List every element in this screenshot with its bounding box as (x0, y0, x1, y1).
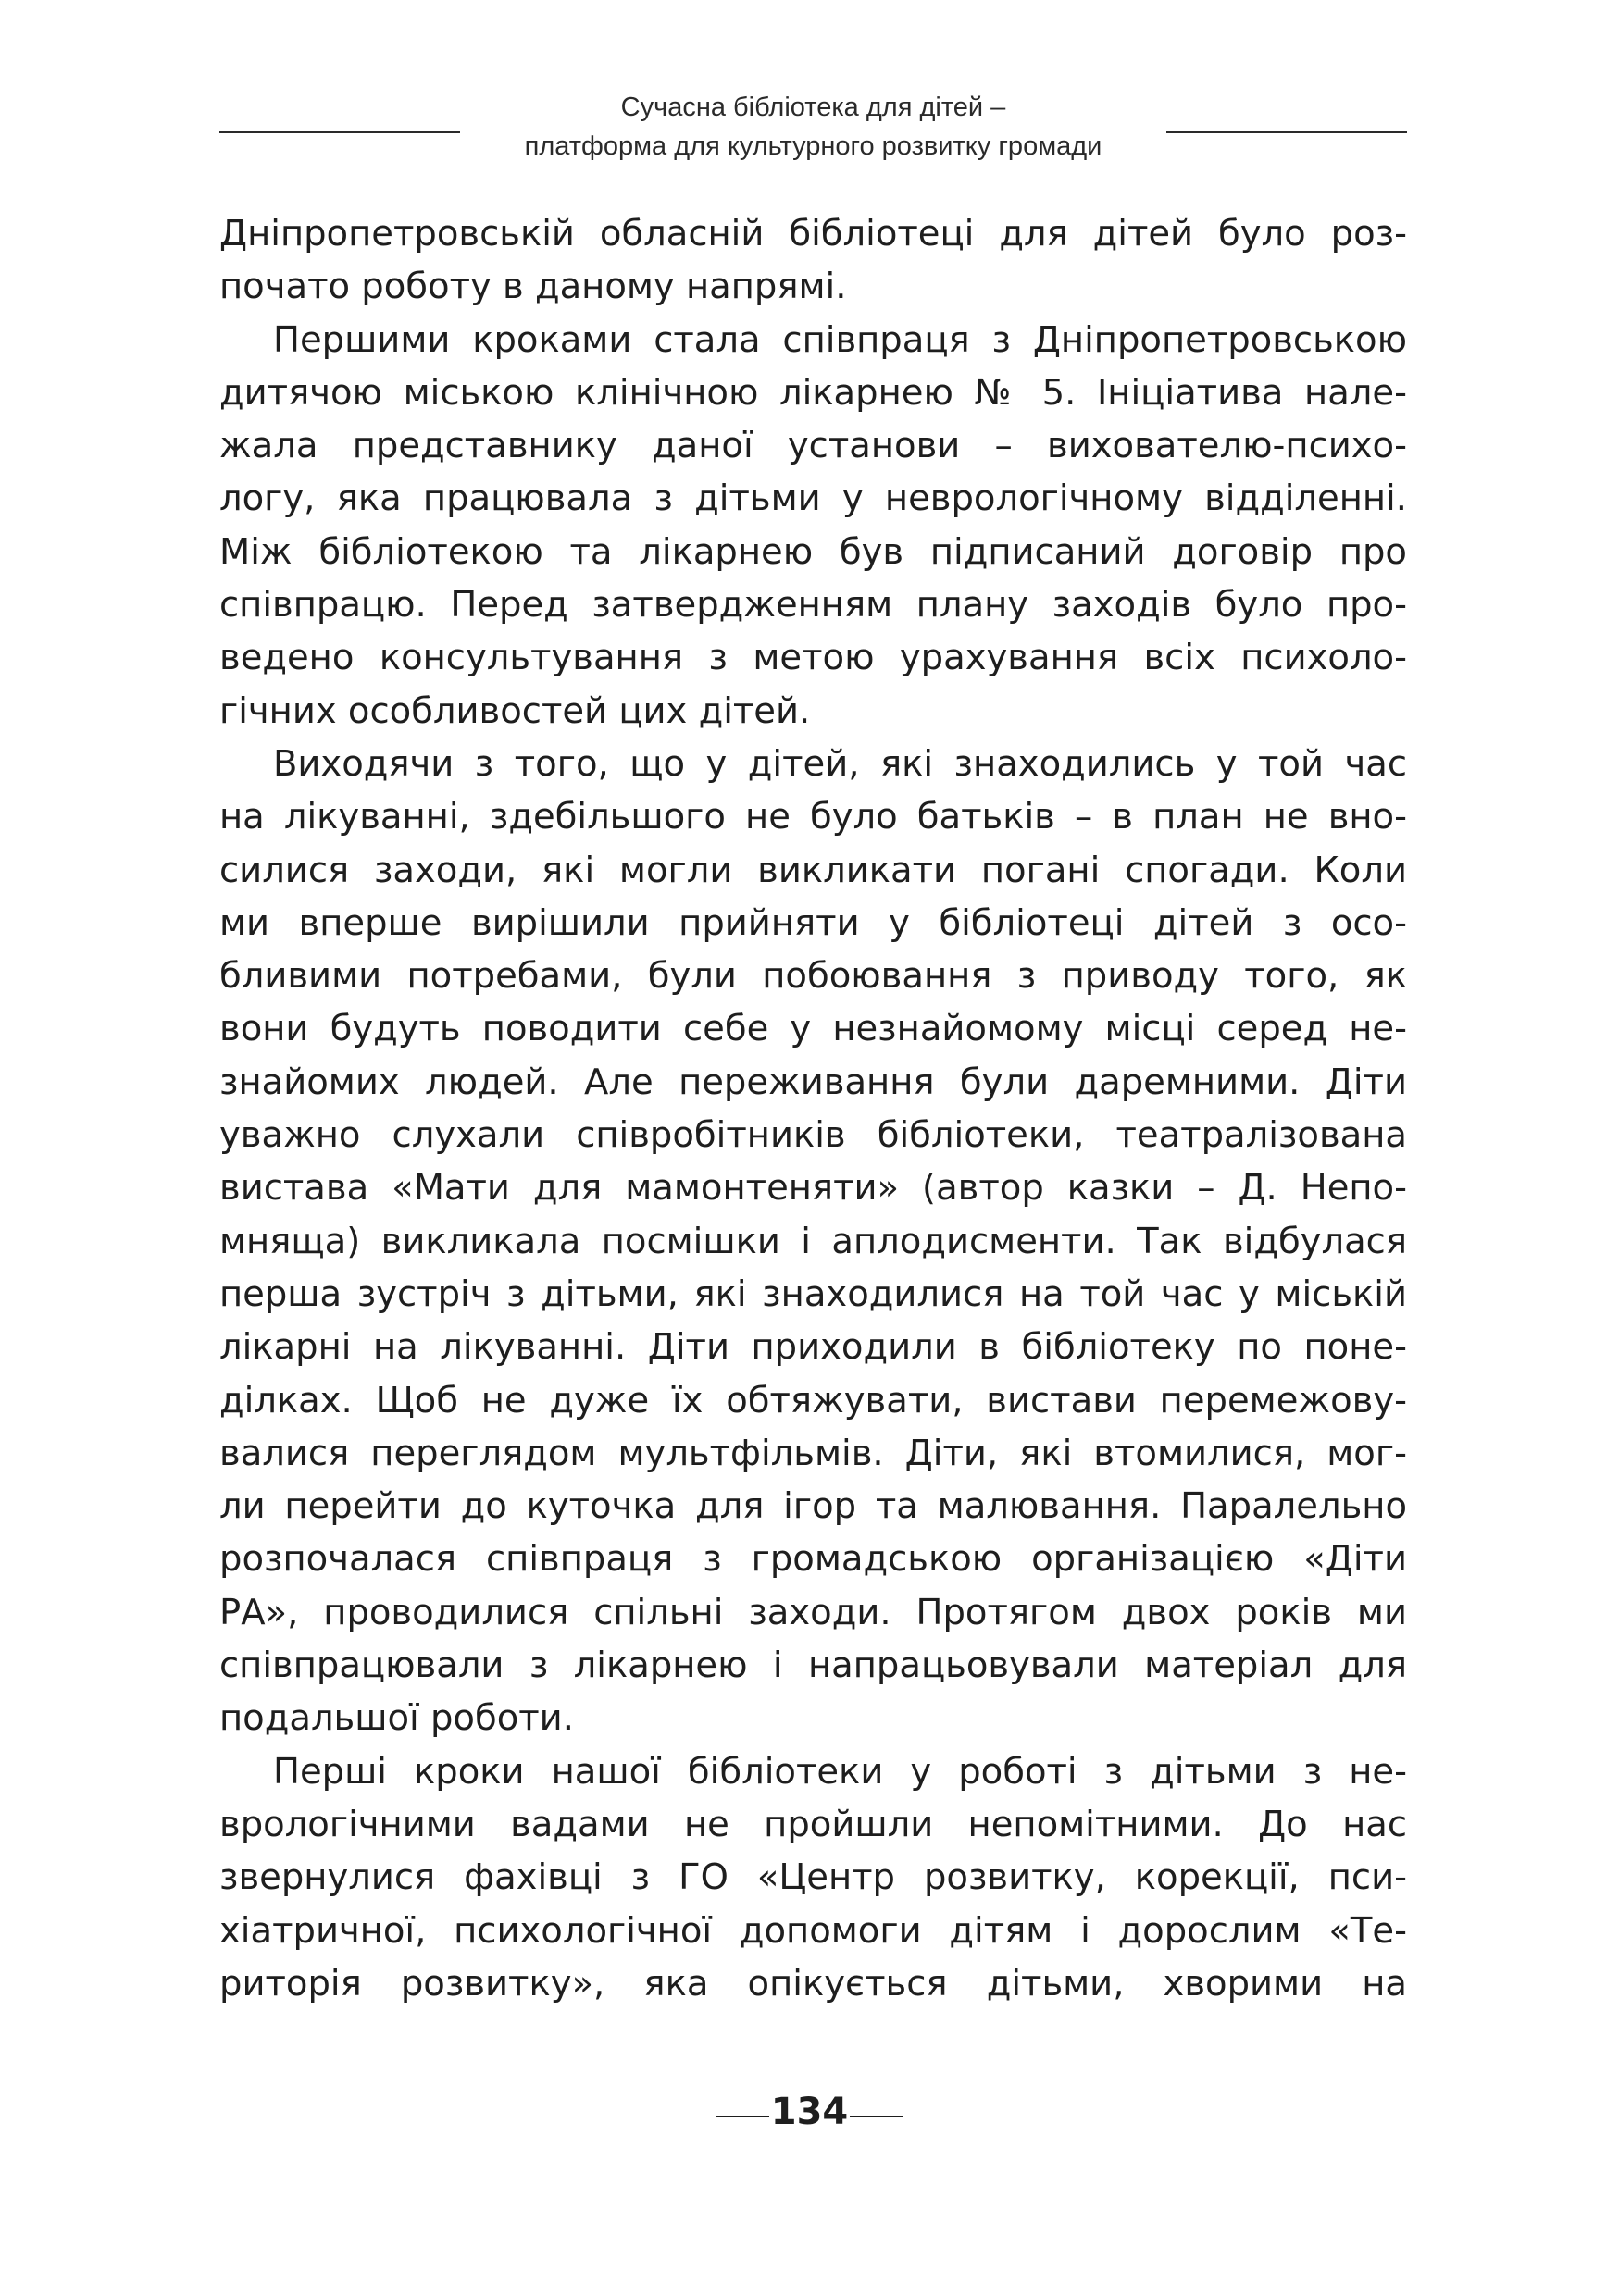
text-line: ведено консультування з метою урахування всіх психоло- (219, 637, 1407, 679)
text-line: Виходячи з того, що у дітей, які знаходились у той час (273, 742, 1407, 785)
header-rule-left (219, 131, 460, 133)
text-line: подальшої роботи. (219, 1697, 574, 1740)
text-line: розпочалася співпраця з громадською організацією «Діти (219, 1538, 1407, 1581)
footer-rule-right (850, 2116, 903, 2117)
text-line: звернулися фахівці з ГО «Центр розвитку, корекції, пси- (219, 1856, 1407, 1899)
text-line: Перші кроки нашої бібліотеки у роботі з дітьми з не- (273, 1750, 1407, 1793)
text-line: логу, яка працювала з дітьми у неврологічному відділенні. (219, 478, 1407, 520)
paragraph (219, 314, 1407, 738)
body-text (219, 207, 1407, 2010)
text-line: хіатричної, психологічної допомоги дітям і дорослим «Те- (219, 1909, 1407, 1952)
text-line: силися заходи, які могли викликати погані спогади. Коли (219, 849, 1407, 891)
text-line: дитячою міською клінічною лікарнею № 5. Ініціатива нале- (219, 371, 1407, 414)
header-rule-right (1166, 131, 1407, 133)
running-header (219, 88, 1407, 171)
page-footer (0, 2084, 1619, 2140)
text-line: ми вперше вирішили прийняти у бібліотеці дітей з осо- (219, 901, 1407, 944)
footer-rule-left (716, 2116, 769, 2117)
text-line: риторія розвитку», яка опікується дітьми, хворими на (219, 1962, 1407, 2004)
text-line: на лікуванні, здебільшого не було батьків – в план не вно- (219, 796, 1407, 838)
text-line: вистава «Мати для мамонтеняти» (автор казки – Д. Непо- (219, 1167, 1407, 1210)
text-line: валися переглядом мультфільмів. Діти, які втомилися, мог- (219, 1432, 1407, 1474)
text-line: Між бібліотекою та лікарнею був підписаний договір про (219, 530, 1407, 573)
page-number: 134 (770, 2091, 849, 2133)
header-title-line-2: платформа для культурного розвитку громади (524, 131, 1102, 161)
text-line: почато роботу в даному напрямі. (219, 266, 847, 308)
text-line: лікарні на лікуванні. Діти приходили в бібліотеку по поне- (219, 1326, 1407, 1369)
text-line: жала представнику даної установи – вихователю-психо- (219, 425, 1407, 467)
text-line: співпрацю. Перед затвердженням плану заходів було про- (219, 584, 1407, 627)
paragraph (219, 738, 1407, 1745)
header-title-line-1: Сучасна бібліотека для дітей – (620, 93, 1006, 122)
text-line: мняща) викликала посмішки і аплодисменти. Так відбулася (219, 1220, 1407, 1262)
paragraph (219, 1745, 1407, 2010)
running-header-title (469, 88, 1157, 166)
text-line: вони будуть поводити себе у незнайомому місці серед не- (219, 1008, 1407, 1050)
text-line: перша зустріч з дітьми, які знаходилися на той час у міській (219, 1272, 1407, 1315)
text-line: гічних особливостей цих дітей. (219, 689, 811, 732)
text-line: співпрацювали з лікарнею і напрацьовували матеріал для (219, 1644, 1407, 1687)
text-line: Першими кроками стала співпраця з Дніпропетровською (273, 318, 1407, 361)
text-line: ділках. Щоб не дуже їх обтяжувати, вистави перемежову- (219, 1379, 1407, 1421)
text-line: Дніпропетровській обласній бібліотеці для дітей було роз- (219, 213, 1407, 254)
text-line: бливими потребами, були побоювання з приводу того, як (219, 955, 1407, 998)
text-line: знайомих людей. Але переживання були даремними. Діти (219, 1061, 1407, 1103)
text-line: врологічними вадами не пройшли непомітними. До нас (219, 1803, 1407, 1845)
text-line: уважно слухали співробітників бібліотеки, театралізована (219, 1114, 1407, 1157)
text-line: РА», проводилися спільні заходи. Протягом двох років ми (219, 1591, 1407, 1633)
paragraph (219, 207, 1407, 314)
text-line: ли перейти до куточка для ігор та малювання. Паралельно (219, 1485, 1407, 1528)
